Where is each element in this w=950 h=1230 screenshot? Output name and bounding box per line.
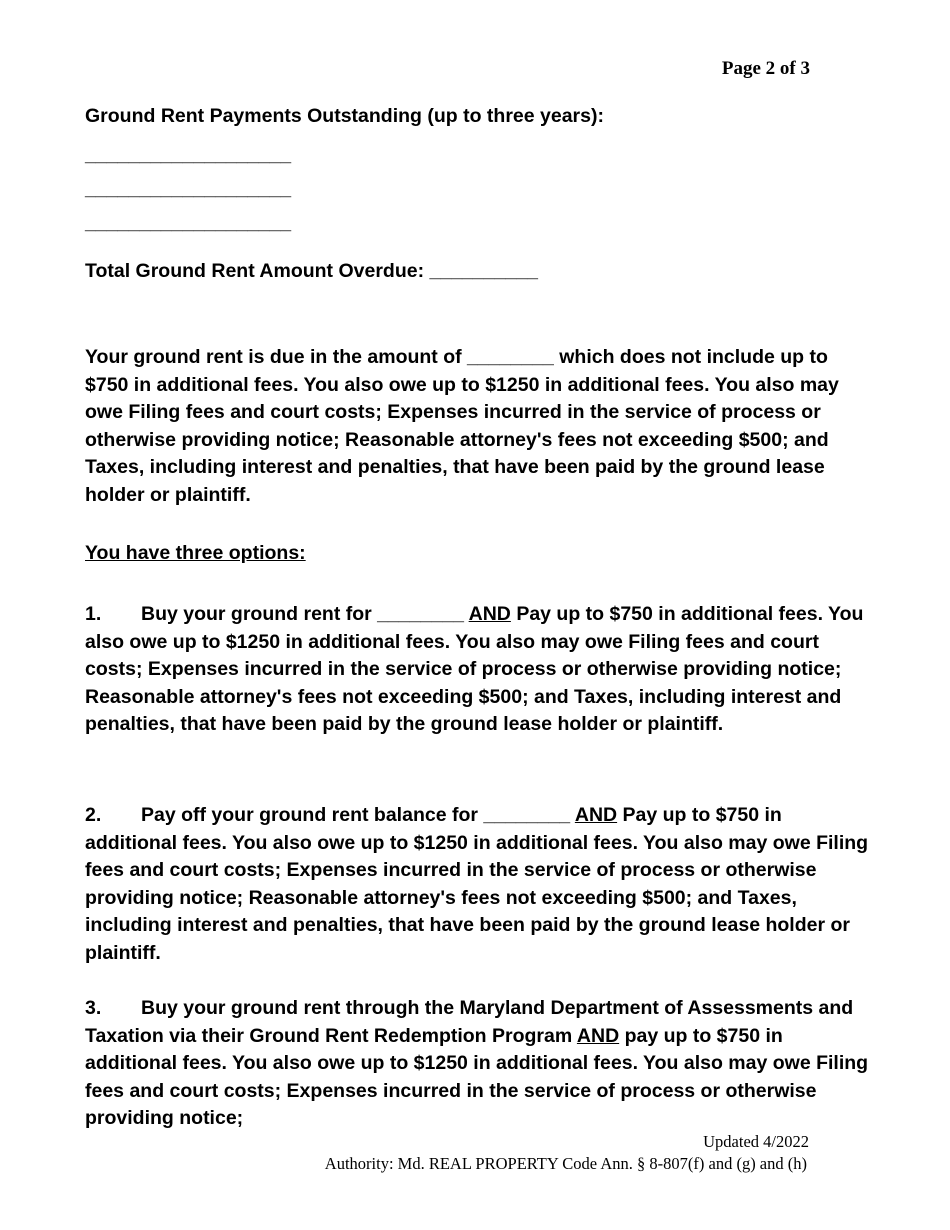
page-number: Page 2 of 3 — [721, 58, 810, 79]
outstanding-blank-1: ___________________ — [85, 144, 292, 166]
option-2-blank: ________ — [483, 804, 571, 826]
option-1-lead: Buy your ground rent for — [141, 603, 372, 625]
total-overdue-label: Total Ground Rent Amount Overdue: — [85, 260, 425, 282]
updated-date: Updated 4/2022 — [703, 1132, 809, 1151]
options-heading: You have three options: — [85, 542, 306, 564]
option-1 — [85, 601, 875, 739]
option-2-number: 2. — [85, 804, 102, 826]
outstanding-blank-2: ___________________ — [85, 178, 292, 200]
intro-blank: ________ — [467, 346, 554, 368]
option-3-number: 3. — [85, 997, 102, 1019]
option-3 — [85, 995, 875, 1133]
option-1-blank: ________ — [377, 603, 464, 625]
option-1-number: 1. — [85, 603, 102, 625]
total-overdue-blank: __________ — [429, 260, 538, 282]
intro-text-after: which does not include up to $750 in additional fees. You also owe up to $1250 in additional fees. You also may owe Filing fees and court costs; Expenses incurred in the service of process or otherwise providing notice; Reasonable attorney's fees not exceeding $500; and Taxes, including interest and penalties, that have been paid by the ground lease holder or plaintiff. — [85, 346, 839, 506]
outstanding-blank-3: ___________________ — [85, 212, 292, 234]
intro-text-before: Your ground rent is due in the amount of — [85, 346, 462, 368]
total-overdue — [85, 260, 538, 283]
option-1-and: AND — [468, 603, 511, 625]
option-2-lead: Pay off your ground rent balance for — [141, 804, 478, 826]
option-3-and: AND — [576, 1024, 620, 1047]
option-1-rest: Pay up to $750 in additional fees. You also owe up to $1250 in additional fees. You also may owe Filing fees and court costs; Expenses incurred in the service of process or otherwise providing notice; Reasonable attorney's fees not exceeding $500; and Taxes, including interest and penalties, that have been paid by the ground lease holder or plaintiff. — [85, 603, 864, 735]
outstanding-heading: Ground Rent Payments Outstanding (up to three years): — [85, 105, 604, 127]
authority-citation: Authority: Md. REAL PROPERTY Code Ann. § 8-807(f) and (g) and (h) — [324, 1154, 807, 1173]
option-3-lead: Buy your ground rent through the Maryland Department of Assessments and Taxation via their Ground Rent Redemption Program — [85, 997, 854, 1047]
option-3-rest: pay up to $750 in additional fees. You also owe up to $1250 in additional fees. You also may owe Filing fees and court costs; Expenses incurred in the service of process or otherwise providing notice; — [85, 1024, 869, 1129]
outstanding-blanks — [85, 138, 291, 240]
option-2-rest: Pay up to $750 in additional fees. You also owe up to $1250 in additional fees. You also may owe Filing fees and court costs; Expenses incurred in the service of process or otherwise providing notice; Reasonable attorney's fees not exceeding $500; and Taxes, including interest and penalties, that have been paid by the ground lease holder or plaintiff. — [85, 804, 869, 964]
option-2-and: AND — [574, 804, 618, 826]
option-2 — [85, 802, 875, 967]
intro-paragraph — [85, 344, 875, 509]
